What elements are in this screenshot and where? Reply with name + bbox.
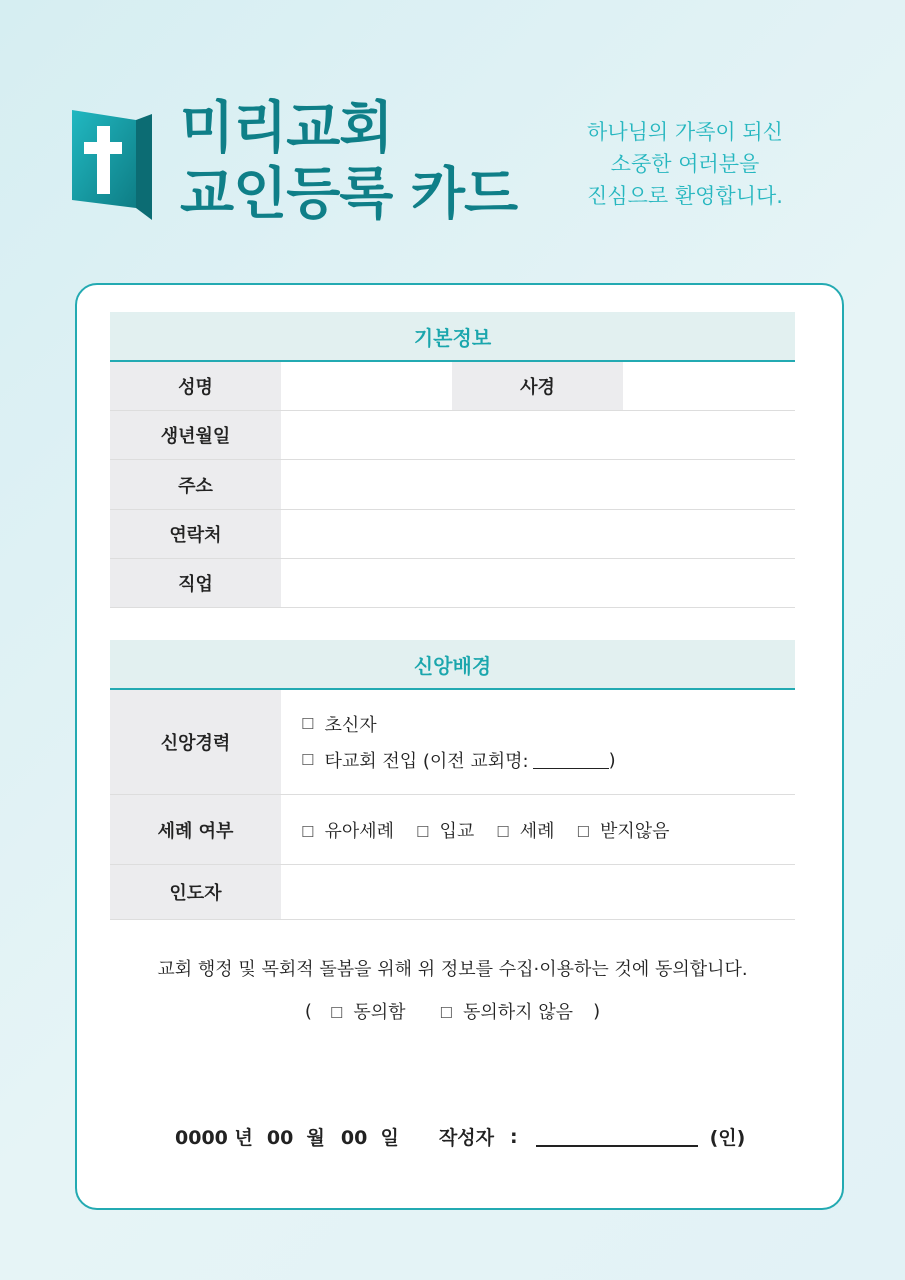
consent-options: ( ☐ 동의함 ☐ 동의하지 않음 ) bbox=[110, 998, 795, 1024]
baptism-label: 세례 여부 bbox=[110, 795, 281, 864]
table-row bbox=[110, 411, 795, 460]
tagline-line: 소중한 여러분을 bbox=[610, 152, 760, 176]
consent-agree-option[interactable]: ☐ 동의함 bbox=[329, 1002, 406, 1023]
seal-mark: (인) bbox=[709, 1127, 746, 1149]
table-row bbox=[110, 559, 795, 608]
guide-field[interactable] bbox=[281, 865, 795, 919]
contact-field[interactable] bbox=[281, 510, 795, 558]
title-line-2: 교인등록 카드 bbox=[180, 162, 518, 227]
name-field[interactable] bbox=[281, 362, 452, 410]
day-field[interactable]: 00 일 bbox=[340, 1127, 399, 1149]
title-line-1: 미리교회 bbox=[180, 96, 393, 161]
church-cross-logo bbox=[72, 106, 154, 222]
option-confirmation[interactable]: ☐ 입교 bbox=[416, 820, 475, 842]
signature-line bbox=[175, 1123, 745, 1150]
writer-label: 작성자 bbox=[438, 1127, 494, 1149]
page-title bbox=[180, 96, 517, 228]
address-label: 주소 bbox=[110, 460, 281, 509]
option-baptism[interactable]: ☐ 세례 bbox=[496, 820, 555, 842]
option-not-baptized[interactable]: ☐ 받지않음 bbox=[576, 820, 670, 842]
baptism-name-label: 사경 bbox=[452, 362, 623, 410]
section-heading: 기본정보 bbox=[110, 312, 795, 362]
previous-church-field[interactable] bbox=[533, 751, 609, 769]
birth-label: 생년월일 bbox=[110, 411, 281, 459]
checkbox-icon[interactable]: ☐ bbox=[416, 822, 430, 841]
baptism-name-field[interactable] bbox=[623, 362, 795, 410]
checkbox-icon[interactable]: ☐ bbox=[496, 822, 510, 841]
checkbox-icon[interactable]: ☐ bbox=[301, 751, 315, 769]
table-row bbox=[110, 460, 795, 510]
birth-field[interactable] bbox=[281, 411, 795, 459]
consent-disagree-option[interactable]: ☐ 동의하지 않음 bbox=[439, 1002, 574, 1023]
section-heading: 신앙배경 bbox=[110, 640, 795, 690]
month-field[interactable]: 00 월 bbox=[266, 1127, 325, 1149]
table-row bbox=[110, 362, 795, 411]
table-row bbox=[110, 795, 795, 865]
table-row bbox=[110, 865, 795, 920]
option-new-believer[interactable]: ☐ 초신자 bbox=[301, 715, 377, 736]
checkbox-icon[interactable]: ☐ bbox=[329, 1004, 344, 1022]
option-infant-baptism[interactable]: ☐ 유아세례 bbox=[301, 820, 395, 842]
option-transfer[interactable]: ☐ 타교회 전입 (이전 교회명: ) bbox=[301, 749, 616, 772]
checkbox-icon[interactable]: ☐ bbox=[576, 822, 590, 841]
checkbox-icon[interactable]: ☐ bbox=[439, 1004, 453, 1022]
basic-info-section bbox=[110, 312, 795, 608]
welcome-tagline bbox=[560, 116, 810, 212]
registration-card bbox=[75, 283, 844, 1210]
name-label: 성명 bbox=[110, 362, 281, 410]
checkbox-icon[interactable]: ☐ bbox=[301, 822, 315, 841]
consent-text: 교회 행정 및 목회적 돌봄을 위해 위 정보를 수집·이용하는 것에 동의합니다. bbox=[157, 959, 748, 980]
faith-history-options bbox=[281, 690, 795, 794]
year-field[interactable]: 0000 년 bbox=[175, 1127, 253, 1149]
writer-signature-field[interactable] bbox=[536, 1127, 698, 1147]
job-label: 직업 bbox=[110, 559, 281, 607]
faith-section bbox=[110, 640, 795, 920]
baptism-options bbox=[281, 795, 795, 864]
tagline-line: 하나님의 가족이 되신 bbox=[587, 120, 783, 144]
job-field[interactable] bbox=[281, 559, 795, 607]
tagline-line: 진심으로 환영합니다. bbox=[587, 184, 783, 208]
faith-history-label: 신앙경력 bbox=[110, 690, 281, 794]
contact-label: 연락처 bbox=[110, 510, 281, 558]
guide-label: 인도자 bbox=[110, 865, 281, 919]
writer-colon: : bbox=[509, 1125, 518, 1148]
address-field[interactable] bbox=[281, 460, 795, 509]
table-row bbox=[110, 690, 795, 795]
checkbox-icon[interactable]: ☐ bbox=[301, 715, 315, 733]
table-row bbox=[110, 510, 795, 559]
